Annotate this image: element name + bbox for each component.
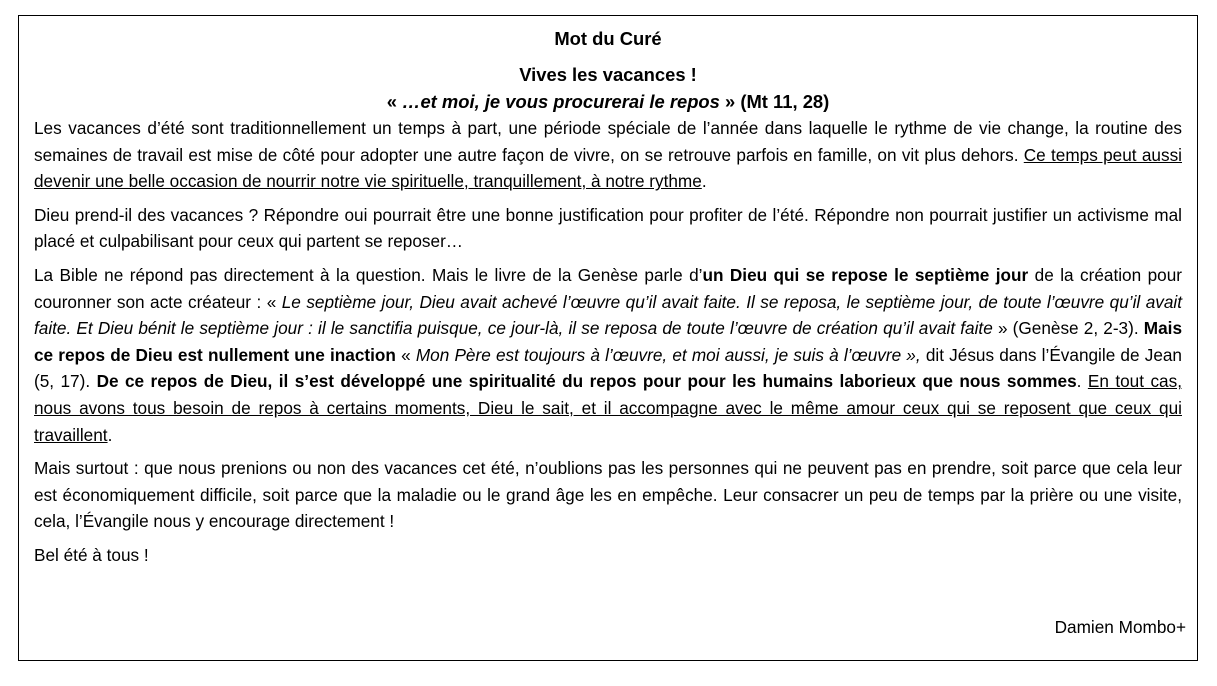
paragraph-2: Dieu prend-il des vacances ? Répondre oui pourrait être une bonne justification pour profiter de l’été. Répondre non pourrait justifier un activisme mal placé et culpabilisant pour ceux qui partent se reposer… xyxy=(34,204,1182,252)
paragraph-3-underlined: En tout cas, nous avons tous besoin de repos à certains moments, Dieu le sait, et il accompagne avec le même amour ceux qui se reposent que ceux qui travaillent xyxy=(34,371,1182,445)
paragraph-1-end: . xyxy=(701,171,707,192)
paragraph-3-s2: de la création pour couronner son acte créateur : « xyxy=(34,264,1182,312)
paragraph-1-underlined: Ce temps peut aussi devenir une belle occasion de nourrir notre vie spirituelle, tranquillement, à notre rythme xyxy=(34,144,1182,192)
paragraph-3-bold-2: Mais ce repos de Dieu est nullement une inaction xyxy=(34,318,1183,365)
paragraph-4: Mais surtout : que nous prenions ou non des vacances cet été, n’oublions pas les personnes qui ne peuvent pas en prendre, soit parce que cela leur est économiquement difficile, soit parce que la maladie ou le grand âge les en empêche. Leur consacrer un peu de temps par la prière ou une visite, cela, l’Évangile nous y encourage directement ! xyxy=(34,458,1182,532)
paragraph-5: Bel été à tous ! xyxy=(34,544,149,565)
paragraph-3-s1: La Bible ne répond pas directement à la question. Mais le livre de la Genèse parle d’ xyxy=(34,264,703,285)
paragraph-3-italic-1: Le septième jour, Dieu avait achevé l’œuvre qu’il avait faite. Il se reposa, le septième jour, de toute l’œuvre qu’il avait faite. Et Dieu bénit le septième jour : il le sanctifia puisque, ce jour-là, il se reposa de toute l’œuvre de création qu’il avait faite xyxy=(34,291,1182,339)
article-subtitle-quote-line xyxy=(34,88,1182,115)
paragraph-1-text: Les vacances d’été sont traditionnellement un temps à part, une période spéciale de l’année dans laquelle le rythme de vie change, la routine des semaines de travail est mise de côté pour adopter une autre façon de vivre, on se retrouve parfois en famille, on vit plus dehors. xyxy=(34,118,1182,165)
article-title: Mot du Curé xyxy=(554,28,662,49)
paragraph-3-s7: . xyxy=(107,424,113,445)
paragraph-3-italic-2: Mon Père est toujours à l’œuvre, et moi aussi, je suis à l’œuvre », xyxy=(415,344,921,365)
article-subtitle: Vives les vacances ! xyxy=(519,64,697,85)
article-frame xyxy=(18,15,1198,661)
paragraph-3 xyxy=(34,262,1182,448)
quote-text: …et moi, je vous procurerai le repos xyxy=(402,91,720,112)
article-content xyxy=(34,26,1182,576)
quote-open: « xyxy=(386,91,403,112)
paragraph-3-bold-1: un Dieu qui se repose le septième jour xyxy=(702,264,1029,285)
quote-reference: » (Mt 11, 28) xyxy=(719,91,830,112)
paragraph-3-s6: . xyxy=(1076,371,1088,392)
signature: Damien Mombo+ xyxy=(1054,617,1186,637)
paragraph-1 xyxy=(34,115,1182,195)
paragraph-3-bold-3: De ce repos de Dieu, il s’est développé une spiritualité du repos pour pour les humains laborieux que nous sommes xyxy=(96,371,1077,392)
paragraph-3-s4: « xyxy=(395,344,416,365)
paragraph-3-s5: dit Jésus dans l’Évangile de Jean (5, 17). xyxy=(34,344,1182,392)
paragraph-3-s3: » (Genèse 2, 2-3). xyxy=(992,318,1144,339)
